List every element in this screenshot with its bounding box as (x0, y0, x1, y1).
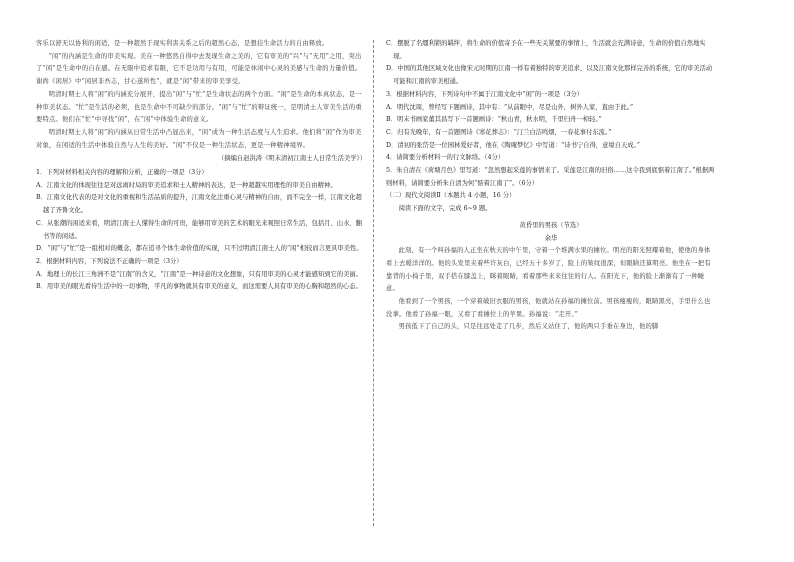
question-3-option-c: C．归有光晚年，有一首题图诗《寒花葬志》：“汀兰白洁鸣烟，一春花事付东流。” (386, 128, 612, 136)
question-3-option-d: D．清初的张岱是一位园林爱好者，他在《陶庵梦忆》中写道：“诗书宁自得，意境自天成。” (386, 141, 640, 149)
question-3-option-a: A．明代沈周，曾经写下题画诗，其中有：“从前眼中，尽是山外，树外人家，直由于此。” (386, 103, 634, 111)
passage-source: （摘编自赵洪涛《明末清初江南士人日常生活美学》） (218, 155, 366, 163)
question-2: 2．根据材料内容，下列说法不正确的一项是（3分） (36, 257, 183, 265)
story-author: 余华 (544, 234, 558, 242)
section-heading: （二）现代文阅读Ⅱ（本题共 4 小题，16 分） (386, 192, 516, 200)
question-2-option-a: A．地理上的长江三角洲不是“江南”的含义，“江南”是一种诗意的文化想象，只有用审美的心灵才能感知到它的美丽。 (36, 270, 362, 278)
question-3: 3．根据材料内容，下列诗句中不属于江南文化中“闲”的一项是（3分） (386, 90, 584, 98)
question-3-option-b: B．明末书画家董其昌写下一首题画诗：“秋山青，秋水明，千里归舟一棹轻。” (386, 116, 602, 124)
question-1-option-b: B．江南文化代表的是对文化的重视和生活品质的提升，江南文化注重心灵与精神的自由，而不完全一样，江南文化超越了齐鲁文化。 (36, 194, 362, 215)
question-4: 4．请简要分析材料一的行文脉络。（4分） (386, 154, 505, 162)
question-1-option-a: A．江南文化的体现往往是对远离时局的审美追求和士人精神的表达，是一种超越实用理性的审美自由精神。 (36, 181, 337, 189)
story-paragraph: 他看到了一个男孩，一个穿着破旧衣服的男孩，他就站在孙福的摊位前。男孩瘦瘦的，眼睛黑亮，手里什么也没拿。他看了孙福一眼，又看了看摊位上的苹果。孙福说：“走开。” (386, 298, 711, 318)
question-1-option-d: D．“闲”与“忙”是一组相对的概念，都在追寻个体生命价值的实现，只不过明清江南士人的“闲”相较而言更具审美性。 (36, 245, 363, 253)
question-2-option-d: D．中国的其他区域文化也像宋元时期的江南一样有着独特的审美追求，以及江南文化那样完善的系统，它的审美活动可能和江南的审美相通。 (386, 65, 713, 86)
question-5: 5．朱自清在《荷塘月色》里写道：“忽然想起采莲的事情来了。采莲是江南的旧俗……这令我到底惦着江南了。”根据两则材料，请简要分析朱自清为何“惦着江南了”。（6分） (386, 167, 715, 187)
passage-paragraph: 明清时期士人将“闲”的内涵从日常生活中凸显出来，“闲”成为一种生活态度与人生追求。他们将“闲”作为审美对象，在闲适的生活中体验自然与人生的美好。“闲”不仅是一种生活状态，更是一种精神境界。 (36, 128, 362, 149)
question-1-option-c: C．从张潮的闲适来看，明清江南士人懂得生命的可贵，能够用审美的艺术的眼光来观照日常生活，包括月、山水、翻书等的闲适。 (36, 219, 362, 240)
story-paragraph: 此刻，有一个叫孙福的人正坐在秋天的中午里，守着一个堆满水果的摊位。明亮的阳光照耀着他，使他的身体看上去暖洋洋的。他的头发里夹着些许灰白，已经五十多岁了，脸上的皱纹很深，但眼睛还算明亮。他坐在一把有靠背的小椅子里，双手搭在膝盖上，眯着眼睛，看着那些来来往往的行人。在阳光下，他的脸上渐渐有了一种睡意。 (386, 247, 711, 293)
question-2-option-c: C．摆脱了名缰利锁的羁绊，将生命的价值寄予在一些无关紧要的事情上，生活就会充满诗意，生命的价值自然地实现。 (386, 40, 706, 60)
reading-instruction: 阅读下面的文字，完成 6~9 题。 (398, 205, 492, 213)
story-title: 黄昏里的男孩（节选） (519, 221, 583, 229)
left-column (36, 38, 366, 538)
right-column (386, 38, 716, 538)
passage-paragraph: “闲”的内涵是生命的审美实现。美在一种悠然自得中去发现生命之美的，它有审美的“兴”与“无用”之用，突出了“闲”是生命中的自在感。在无限中追求有限，它不是功用与有用，可能是休闲中心灵的美感与生命的力量价值。谢尚《闲居》中“闲居非吾志，甘心遂所性”，就是“闲”带来的审美享受。 (36, 52, 362, 86)
question-2-option-b: B．用审美的眼光看待生活中的一切事物，平凡的事物就具有审美的意义，而这需要人具有审美的心胸和超然的心态。 (36, 283, 362, 291)
passage-paragraph: 客乐以舒无以协利的闲适，是一种超然于现实利害关系之后的超然心态，是想挂生命活力的自由释放。 (36, 40, 329, 47)
question-1: 1．下列对材料相关内容的理解和分析，正确的一项是（3分） (36, 169, 208, 177)
story-paragraph: 男孩低下了自己的头，只是往远处走了几步，然后又站住了，他的两只手垂在身边，他的脚 (398, 323, 659, 331)
column-divider (373, 40, 374, 526)
passage-paragraph: 明清时期士人将“闲”的内涵充分展开，提出“闲”与“忙”是生命状态的两个方面。“闲”是生命的本真状态，是一种审美状态。“忙”是生活的必须，也是生命中不可缺少的部分。“闲”与“忙”的辩证统一，是明清士人审美生活的重要特点。他们在“忙”中寻找“闲”，在“闲”中体验生命的意义。 (36, 90, 362, 124)
